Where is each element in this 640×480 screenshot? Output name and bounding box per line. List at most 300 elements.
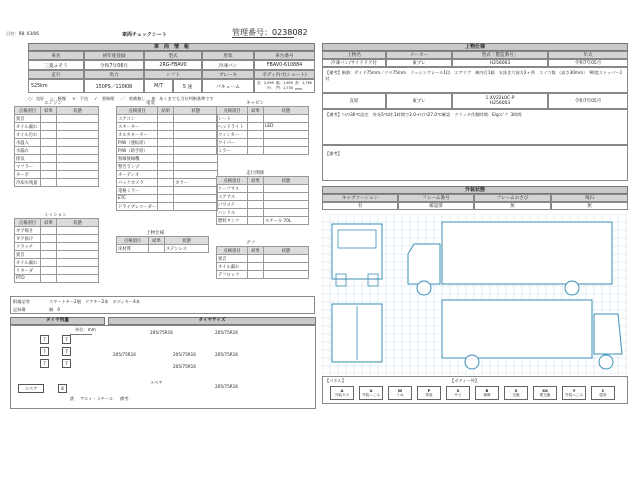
drive-note: スチール 70L [264, 217, 309, 225]
tire-panel [10, 325, 316, 409]
cab-front-outline [332, 224, 382, 279]
electrical-row [117, 123, 218, 131]
mark-legend-item [533, 386, 557, 400]
engine-note [57, 171, 99, 179]
drive-item: エアサス [217, 193, 248, 201]
cab-side-outline-2 [594, 314, 622, 354]
engine-result[interactable] [41, 123, 57, 131]
appearance-grid [322, 194, 628, 210]
vehicle-col-value: 令和7年06月 [84, 60, 144, 70]
drive-row [217, 217, 309, 225]
reefer-year: 令和7年05月 [548, 93, 628, 109]
mission-row [15, 275, 99, 283]
legend-note: ※：あくまでも当社判断基準です [151, 96, 214, 101]
drive-note [264, 201, 309, 209]
tire-unit-line [70, 334, 92, 335]
engine-note [57, 147, 99, 155]
tire-remain-value: 7 [62, 359, 71, 368]
tire-remain-value: 7 [40, 335, 49, 344]
tire-size-value: 205/75R16 [215, 352, 238, 357]
vehicle-col-header: 車台番号 [254, 51, 315, 60]
engine-row [15, 115, 99, 123]
cabin-item: ヘッドライト [217, 123, 248, 131]
engine-item: 水漏れ [15, 147, 41, 155]
engine-note [57, 115, 99, 123]
electrical-result[interactable] [158, 147, 174, 155]
vehicle-dim: mm [295, 86, 302, 91]
electrical-result[interactable] [158, 139, 174, 147]
electrical-item: 電格ミラー [117, 187, 158, 195]
upper-note [325, 70, 625, 81]
electrical-item: オーディオ [117, 171, 158, 179]
reefer-maker: 東プレ [386, 93, 452, 109]
spare-remain-value: 8 [58, 384, 67, 393]
engine-item: マフラー [15, 163, 41, 171]
appearance-col-header: フレームのさび [474, 194, 551, 202]
mission-row [15, 227, 99, 235]
engine-row [15, 155, 99, 163]
drive-item: リーフサス [217, 185, 248, 193]
cabin-table [216, 106, 309, 155]
remarks-label-1: 附属品等 [13, 299, 30, 304]
upper-col-header: 型式「製造番号」 [452, 51, 548, 59]
upper-section-header: 上物仕様 [322, 43, 628, 51]
drive-result[interactable] [248, 209, 264, 217]
drive-item: ハンドル [217, 209, 248, 217]
cabin-row [217, 147, 309, 155]
upper-note-label: 【備考】 [325, 70, 342, 75]
engine-head-cell: 状態 [57, 107, 99, 115]
wheel-note: 備考： [120, 396, 133, 401]
upper-col-value: 東プレ [386, 59, 452, 67]
mark-label: 外装キズ [334, 393, 350, 397]
diff-result[interactable] [248, 263, 264, 271]
engine-item: ターボ [15, 171, 41, 179]
vehicle-shift-speed: 5 速 [173, 79, 202, 93]
mark-label: 要交換 [539, 393, 551, 397]
vehicle-brake: バキューム [202, 79, 254, 93]
vehicle-power: 150PS／110KW [84, 79, 144, 93]
electrical-title: 電装 [146, 101, 156, 106]
truck-diagram-svg [322, 214, 628, 374]
loading-result[interactable] [149, 245, 165, 253]
cabin-result[interactable] [248, 115, 264, 123]
reefer-note-label: 【備考】 [325, 112, 342, 117]
diff-row [217, 263, 309, 271]
engine-row [15, 139, 99, 147]
cabin-result[interactable] [248, 123, 264, 131]
vehicle-col2-header: ボディ内寸(ショート) [254, 70, 315, 79]
vehicle-col2-header: 馬力 [84, 70, 144, 79]
cabin-item: シート [217, 115, 248, 123]
engine-note [57, 131, 99, 139]
cabin-row [217, 131, 309, 139]
diff-note [264, 263, 309, 271]
loading-head-cell: 点検項目 [117, 237, 149, 245]
electrical-row [117, 163, 218, 171]
mission-table [14, 218, 99, 283]
mark-legend-item [591, 386, 615, 400]
drive-row [217, 201, 309, 209]
loading-note: ステンレス [165, 245, 209, 253]
electrical-result[interactable] [158, 155, 174, 163]
legend-minor: △：軽微 [50, 96, 67, 101]
manage-no-value: 0238082 [272, 28, 308, 37]
mark-legend-item [475, 386, 499, 400]
mission-result[interactable] [41, 251, 57, 259]
legend-good: ○：良好 [28, 96, 45, 101]
upper-col-value: 冷凍バン/サイドドア付 [322, 59, 386, 67]
mark-code: X [514, 388, 518, 393]
electrical-result[interactable] [158, 195, 174, 203]
drive-note [264, 209, 309, 217]
drive-table [216, 176, 309, 225]
electrical-row [117, 131, 218, 139]
engine-item: オイル漏れ [15, 123, 41, 131]
mark-code: XX [542, 388, 548, 393]
tire-unit: 単位：mm [75, 327, 96, 332]
appearance-col-header: 飛石 [551, 194, 628, 202]
diff-item: 異音 [217, 255, 248, 263]
truck-diagram [322, 214, 628, 374]
diff-note [264, 255, 309, 263]
vehicle-info-grid [28, 51, 315, 93]
drive-result[interactable] [248, 185, 264, 193]
drive-row [217, 193, 309, 201]
mark-code: C [601, 388, 605, 393]
vehicle-dim: 門：1,730 [276, 86, 294, 90]
mission-note [57, 275, 99, 283]
mark-legend-item [330, 386, 354, 400]
legend-check: ✓：要修理 [94, 96, 115, 101]
electrical-note [174, 123, 218, 131]
upper-col-header: 上物名 [322, 51, 386, 59]
mark-label: 外装へこみ [362, 393, 380, 397]
remarks-text-2: 無 0 [49, 307, 61, 312]
mark-label: サビ [454, 393, 462, 397]
diff-head-cell: 状態 [264, 247, 309, 255]
electrical-note [174, 139, 218, 147]
appearance-section-header: 外装状態 [322, 186, 628, 194]
engine-note [57, 123, 99, 131]
appearance-col-value: 無 [474, 202, 551, 210]
mission-head-cell: 結果 [41, 219, 57, 227]
reefer-model-cell [452, 93, 548, 109]
engine-result[interactable] [41, 171, 57, 179]
mission-note [57, 227, 99, 235]
diff-result[interactable] [248, 271, 264, 279]
upper-col-value: H256003 [452, 59, 548, 67]
diff-head-cell: 点検項目 [217, 247, 248, 255]
mission-head-cell: 点検項目 [15, 219, 41, 227]
mark-legend-item [562, 386, 586, 400]
reefer-grid [322, 93, 628, 109]
cab-side-outline [408, 244, 440, 284]
tire-remain-header: タイヤ残量 [10, 317, 105, 325]
mission-note [57, 251, 99, 259]
drive-head-cell: 点検項目 [217, 177, 248, 185]
cabin-result[interactable] [248, 131, 264, 139]
reefer-note-box [322, 109, 628, 145]
electrical-row [117, 203, 218, 211]
appearance-col-value: 無 [551, 202, 628, 210]
electrical-result[interactable] [158, 115, 174, 123]
mission-row [15, 235, 99, 243]
tire-size-header: タイヤサイズ [108, 317, 316, 325]
vehicle-shift-type: M/T [144, 79, 173, 93]
reefer-model: 1.XV22L0C-P [485, 96, 515, 101]
drive-result[interactable] [248, 193, 264, 201]
cabin-note [264, 147, 309, 155]
cabin-row [217, 139, 309, 147]
engine-result[interactable] [41, 115, 57, 123]
mark-label: 補修 [483, 393, 491, 397]
appearance-col-value: 確認済 [398, 202, 474, 210]
tire-size-value: 205/75R16 [215, 330, 238, 335]
mark-legend-item [417, 386, 441, 400]
mission-head-cell: 状態 [57, 219, 99, 227]
engine-item: オイル汚れ [15, 131, 41, 139]
mission-result[interactable] [41, 243, 57, 251]
mission-item: リターダ [15, 267, 41, 275]
mission-item: PTO [15, 275, 41, 283]
remarks-box [10, 296, 315, 314]
electrical-item: バックカメラ [117, 179, 158, 187]
reefer-note [325, 112, 625, 118]
electrical-result[interactable] [158, 131, 174, 139]
side-wheel-front [417, 281, 431, 295]
appearance-col-header: キャブコーション [322, 194, 398, 202]
electrical-note [174, 187, 218, 195]
electrical-note: カラー [174, 179, 218, 187]
electrical-row [117, 187, 218, 195]
manage-no-label: 管理番号： [232, 28, 272, 37]
electrical-result[interactable] [158, 179, 174, 187]
marks-body-title: 【ボディー外】 [450, 378, 479, 383]
tire-size-value: 205/75R16 [173, 352, 196, 357]
mark-code: W [397, 388, 403, 393]
engine-item: 水温入 [15, 139, 41, 147]
electrical-head-cell: 結果 [158, 107, 174, 115]
loading-item: 床材質 [117, 245, 149, 253]
cabin-row [217, 115, 309, 123]
electrical-row [117, 147, 218, 155]
wheel-material: 鉄 [70, 396, 75, 401]
tire-size-value: 205/75R16 [173, 364, 196, 369]
drive-head-cell: 状態 [264, 177, 309, 185]
electrical-note [174, 131, 218, 139]
mission-row [15, 259, 99, 267]
cabin-note [264, 115, 309, 123]
appearance-col-value: 有 [322, 202, 398, 210]
box-side-outline-2 [442, 300, 592, 358]
engine-note [57, 139, 99, 147]
electrical-item: エアコン [117, 115, 158, 123]
electrical-row [117, 179, 218, 187]
remarks-label-2: 記録簿 [13, 307, 26, 312]
diff-note [264, 271, 309, 279]
electrical-row [117, 171, 218, 179]
diff-result[interactable] [248, 255, 264, 263]
vehicle-dim: 長：2,995 [256, 81, 274, 85]
electrical-row [117, 139, 218, 147]
engine-result[interactable] [41, 163, 57, 171]
electrical-table [116, 106, 218, 211]
engine-result[interactable] [41, 147, 57, 155]
electrical-note [174, 195, 218, 203]
electrical-item: ドライブレコーダー [118, 204, 157, 210]
diff-item: オイル漏れ [217, 263, 248, 271]
engine-row [15, 171, 99, 179]
engine-note [57, 163, 99, 171]
engine-table [14, 106, 99, 187]
box-side-outline [442, 222, 612, 284]
engine-note [57, 155, 99, 163]
mission-result[interactable] [41, 275, 57, 283]
vehicle-col-header: 形状 [202, 51, 254, 60]
cabin-note [264, 131, 309, 139]
vehicle-col-value: 冷凍バン [202, 60, 254, 70]
electrical-result[interactable] [158, 187, 174, 195]
diff-title: デフ [246, 241, 256, 246]
loading-table [116, 236, 209, 253]
vehicle-dim: 高：1,765 [295, 81, 313, 85]
upper-col-value: 令和7年05月 [548, 59, 628, 67]
mark-code: Y [572, 388, 576, 393]
engine-row [15, 123, 99, 131]
engine-item: 異音 [15, 115, 41, 123]
tire-size-value: 205/75R16 [113, 352, 136, 357]
engine-result[interactable] [41, 131, 57, 139]
electrical-result[interactable] [158, 203, 174, 211]
engine-row [15, 147, 99, 155]
cabin-row [217, 123, 309, 131]
loading-title: 上物仕様 [146, 231, 165, 236]
diff-item: デフロック [217, 271, 248, 279]
cabin-item: ウィンカー [217, 131, 248, 139]
electrical-result[interactable] [158, 171, 174, 179]
vehicle-col2-header: 走行 [28, 70, 84, 79]
cabin-result[interactable] [248, 147, 264, 155]
engine-head-cell: 結果 [41, 107, 57, 115]
drive-result[interactable] [248, 201, 264, 209]
cabin-item: ミラー [217, 147, 248, 155]
electrical-item: ETC [117, 195, 158, 203]
spare-size-label: スペア [150, 380, 163, 385]
tire-remain-value: 7 [62, 347, 71, 356]
engine-row [15, 179, 99, 187]
spare-size-value: 205/75R16 [215, 384, 238, 389]
mark-label: 腐食 [599, 393, 607, 397]
loading-head-cell: 結果 [149, 237, 165, 245]
cabin-title: キャビン [246, 101, 265, 106]
mission-item: オイル漏れ [15, 259, 41, 267]
mission-item: ギア鳴き [15, 227, 41, 235]
engine-head-cell: 点検項目 [15, 107, 41, 115]
mission-result[interactable] [41, 227, 57, 235]
cabin-head-cell: 状態 [264, 107, 309, 115]
mission-result[interactable] [41, 267, 57, 275]
diff-row [217, 271, 309, 279]
drive-row [217, 209, 309, 217]
cabin-note: LED [264, 123, 309, 131]
spare-label: スペア [18, 384, 44, 393]
mark-code: B [485, 388, 489, 393]
reefer-label: 直結 [322, 93, 386, 109]
mark-label: うね [396, 393, 404, 397]
vehicle-col-header: 初年度登録 [84, 51, 144, 60]
engine-title: エンジン [44, 101, 63, 106]
engine-result[interactable] [41, 139, 57, 147]
electrical-item: P/W（助手席） [117, 147, 158, 155]
engine-result[interactable] [41, 155, 57, 163]
electrical-item: 無線無線機 [117, 155, 158, 163]
upper-col-header: 年式 [548, 51, 628, 59]
cabin-head-cell: 点検項目 [217, 107, 248, 115]
vehicle-dimensions [254, 79, 315, 93]
engine-result[interactable] [41, 179, 57, 187]
electrical-row [117, 115, 218, 123]
loading-head-cell: 状態 [165, 237, 209, 245]
mark-label: 外装へこみ [565, 393, 583, 397]
legend-line [28, 96, 318, 102]
electrical-row [117, 155, 218, 163]
cabin-head-cell: 結果 [248, 107, 264, 115]
wheel-type: アルミ・スチール [80, 396, 114, 401]
vehicle-col-value: FBAV0-610884 [254, 60, 315, 70]
mission-title: ミッション [44, 213, 67, 218]
drive-title: 走行関係 [246, 171, 265, 176]
header-underline [232, 37, 294, 38]
electrical-head-cell: 点検項目 [117, 107, 158, 115]
tire-remain-value: 7 [40, 359, 49, 368]
mark-legend-item [388, 386, 412, 400]
vehicle-col2-header: ブレーキ [202, 70, 254, 79]
vehicle-col-header: 型式 [144, 51, 202, 60]
legend-na: ／：装備無し [120, 96, 146, 101]
mission-result[interactable] [41, 259, 57, 267]
mark-label: 塗装 [425, 393, 433, 397]
mission-note [57, 235, 99, 243]
drive-row [217, 185, 309, 193]
diff-table [216, 246, 309, 279]
sheet-title: 車両チェックシート [122, 32, 167, 38]
electrical-item: スターター [117, 123, 158, 131]
mark-legend-item [446, 386, 470, 400]
drive-item: 燃料タンク [217, 217, 248, 225]
upper-col-header: メーカー [386, 51, 452, 59]
engine-row [15, 163, 99, 171]
electrical-note [174, 155, 218, 163]
side-wheel-2b [599, 355, 613, 369]
upper-note-box [322, 67, 628, 93]
cabin-result[interactable] [248, 139, 264, 147]
electrical-result[interactable] [158, 123, 174, 131]
cabin-item: ワイパー [217, 139, 248, 147]
mark-code: A [340, 388, 344, 393]
reefer-note-text: ﾏｲﾅｽ30℃設定 外気5℃時,1時間で2.0→ﾏｲﾅｽ27.0℃確認 クラッチ作動時間：E/gｺｼﾞﾌﾞ 3時間 [341, 112, 522, 117]
mark-legend-item [359, 386, 383, 400]
drive-result[interactable] [248, 217, 264, 225]
electrical-head-cell: 状態 [174, 107, 218, 115]
marks-title: 【パネル】 [325, 378, 346, 383]
electrical-row [117, 195, 218, 203]
electrical-result[interactable] [158, 163, 174, 171]
mark-label: 交換 [512, 393, 520, 397]
mission-result[interactable] [41, 235, 57, 243]
upper-note-text: 断熱：サイド75mm／リヤ75mm ラッシングレール1段 エアリブ 庫内灯1個 水抜き穴前方2ヶ所 スノコ数 （高さ30mm） 90度ストッパー1対 [325, 70, 623, 81]
mission-item: クラッチ [15, 243, 41, 251]
